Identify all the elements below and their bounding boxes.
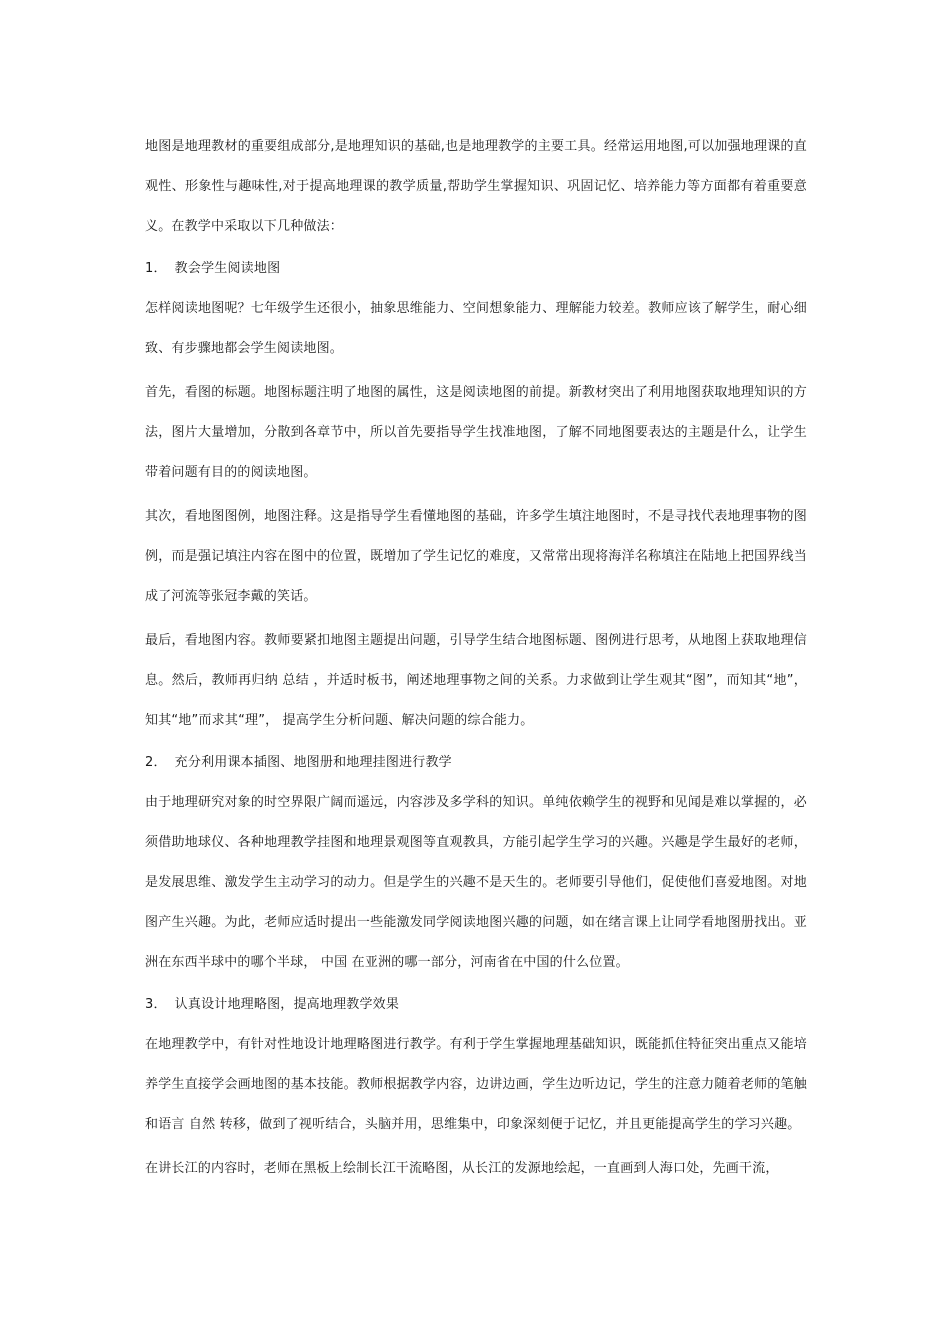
section-1-heading <box>145 251 807 287</box>
section-3-title: 认真设计地理略图，提高地理教学效果 <box>174 997 400 1012</box>
section-1-paragraph-3: 其次，看地图图例，地图注释。这是指导学生看懂地图的基础，许多学生填注地图时，不是寻找代表地理事物的图例，而是强记填注内容在图中的位置，既增加了学生记忆的难度，又常常出现将海洋名称填注在陆地上把国界线当成了河流等张冠李戴的笑话。 <box>145 509 807 604</box>
section-1-paragraph-4: 最后，看地图内容。教师要紧扣地图主题提出问题，引导学生结合地图标题、图例进行思考，从地图上获取地理信息。然后，教师再归纳 总结 ，并适时板书，阐述地理事物之间的关系。力求做到让学生观其“图”，而知其“地”， 知其“地”而求其“理”， 提高学生分析问题、解决问题的综合能力。 <box>145 633 807 728</box>
document-page <box>145 127 807 1193</box>
section-3-paragraph-2: 在讲长江的内容时，老师在黑板上绘制长江干流略图，从长江的发源地绘起，一直画到人海口处，先画干流， <box>145 1161 779 1176</box>
section-3-heading <box>145 987 807 1023</box>
section-1-paragraph-2: 首先，看图的标题。地图标题注明了地图的属性，这是阅读地图的前提。新教材突出了利用地图获取地理知识的方法，图片大量增加，分散到各章节中，所以首先要指导学生找准地图，了解不同地图要表达的主题是什么，让学生带着问题有目的的阅读地图。 <box>145 385 807 480</box>
section-2-title: 充分利用课本插图、地图册和地理挂图进行教学 <box>174 755 452 770</box>
section-3-number: 3． <box>145 997 167 1012</box>
section-2-heading <box>145 745 807 781</box>
section-2-number: 2． <box>145 755 167 770</box>
intro-paragraph: 地图是地理教材的重要组成部分,是地理知识的基础,也是地理教学的主要工具。经常运用地图,可以加强地理课的直观性、形象性与趣味性,对于提高地理课的教学质量,帮助学生掌握知识、巩固记忆、培养能力等方面都有着重要意义。在教学中采取以下几种做法： <box>145 139 807 234</box>
section-1-number: 1． <box>145 261 167 276</box>
section-2-paragraph-1: 由于地理研究对象的时空界限广阔而遥远，内容涉及多学科的知识。单纯依赖学生的视野和见闻是难以掌握的，必须借助地球仪、各种地理教学挂图和地理景观图等直观教具，方能引起学生学习的兴趣。兴趣是学生最好的老师，是发展思维、激发学生主动学习的动力。但是学生的兴趣不是天生的。老师要引导他们，促使他们喜爱地图。对地图产生兴趣。为此，老师应适时提出一些能激发同学阅读地图兴趣的问题，如在绪言课上让同学看地图册找出。亚洲在东西半球中的哪个半球， 中国 在亚洲的哪一部分，河南省在中国的什么位置。 <box>145 795 807 970</box>
section-3-paragraph-1: 在地理教学中，有针对性地设计地理略图进行教学。有利于学生掌握地理基础知识，既能抓住特征突出重点又能培养学生直接学会画地图的基本技能。教师根据教学内容，边讲边画，学生边听边记，学生的注意力随着老师的笔触和语言 自然 转移，做到了视听结合，头脑并用，思维集中，印象深刻便于记忆，并且更能提高学生的学习兴趣。 <box>145 1037 807 1132</box>
section-1-title: 教会学生阅读地图 <box>174 261 281 276</box>
section-1-paragraph-1: 怎样阅读地图呢？七年级学生还很小，抽象思维能力、空间想象能力、理解能力较差。教师应该了解学生，耐心细致、有步骤地都会学生阅读地图。 <box>145 301 807 356</box>
